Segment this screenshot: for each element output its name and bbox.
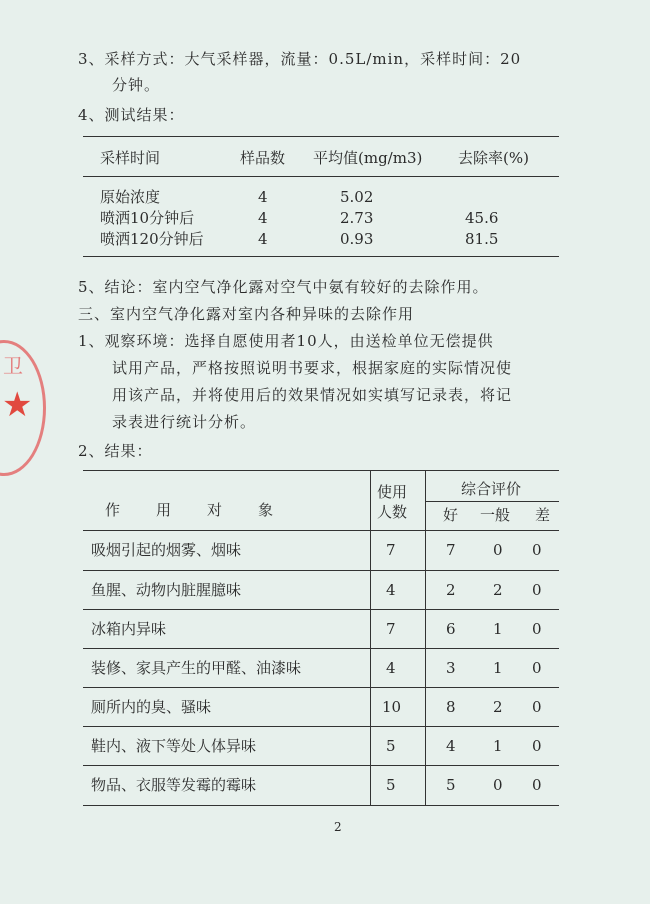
table1-header-avg: 平均值(mg/m3) (313, 149, 423, 167)
observation-line4: 录表进行统计分析。 (112, 413, 257, 431)
table2-header-users-1: 使用 (377, 483, 408, 501)
table2-row6-normal: 1 (493, 737, 503, 755)
table2-col-divider (370, 470, 371, 805)
table2-row-line (83, 609, 559, 610)
part3-heading: 三、室内空气净化露对室内各种异味的去除作用 (78, 305, 415, 323)
sampling-method-line2: 分钟。 (112, 76, 161, 94)
table2-header-eval: 综合评价 (461, 480, 522, 498)
table2-row5-users: 10 (382, 698, 402, 716)
table2-row1-object: 吸烟引起的烟雾、烟味 (91, 541, 242, 559)
table2-row-line (83, 648, 559, 649)
table2-bottom-line (83, 805, 559, 806)
table2-row3-good: 6 (446, 620, 456, 638)
table2-row2-users: 4 (386, 581, 396, 599)
table2-header-line (83, 530, 559, 531)
test-results-heading: 4、测试结果： (78, 106, 185, 124)
table2-row7-good: 5 (446, 776, 456, 794)
table2-row7-users: 5 (386, 776, 396, 794)
table1-row3-avg: 0.93 (340, 230, 374, 248)
table2-row7-object: 物品、衣服等发霉的霉味 (91, 776, 257, 794)
conclusion-text: 5、结论：室内空气净化露对空气中氨有较好的去除作用。 (78, 278, 489, 296)
table1-header-rate: 去除率(%) (458, 149, 529, 167)
page-number: 2 (334, 820, 342, 834)
table2-row1-users: 7 (386, 541, 396, 559)
table2-row7-normal: 0 (493, 776, 503, 794)
table2-row1-good: 7 (446, 541, 456, 559)
table2-row7-bad: 0 (532, 776, 542, 794)
table1-top-rule (83, 136, 559, 137)
table1-row3-time: 喷洒120分钟后 (100, 230, 204, 248)
observation-line1: 1、观察环境：选择自愿使用者10人，由送检单位无偿提供 (78, 332, 494, 350)
table1-row2-avg: 2.73 (340, 209, 374, 227)
table1-header-rule (83, 176, 559, 177)
observation-line3: 用该产品，并将使用后的效果情况如实填写记录表，将记 (112, 386, 513, 404)
table2-row-line (83, 726, 559, 727)
table2-header-normal: 一般 (480, 506, 511, 524)
table2-row-line (83, 765, 559, 766)
table2-row2-good: 2 (446, 581, 456, 599)
table2-col-divider (425, 470, 426, 805)
table1-row1-count: 4 (258, 188, 268, 206)
table1-row2-count: 4 (258, 209, 268, 227)
table1-row2-rate: 45.6 (465, 209, 499, 227)
table2-row2-object: 鱼腥、动物内脏腥臆味 (91, 581, 242, 599)
table2-row4-users: 4 (386, 659, 396, 677)
table2-header-users-2: 人数 (377, 503, 408, 521)
table2-eval-subline (425, 501, 559, 502)
table2-row6-users: 5 (386, 737, 396, 755)
table2-row1-bad: 0 (532, 541, 542, 559)
table2-header-bad: 差 (535, 506, 551, 524)
table2-row5-good: 8 (446, 698, 456, 716)
table1-row2-time: 喷洒10分钟后 (100, 209, 195, 227)
table2-row4-good: 3 (446, 659, 456, 677)
table2-top-line (83, 470, 559, 471)
table2-row6-good: 4 (446, 737, 456, 755)
table2-row3-object: 冰箱内异味 (91, 620, 167, 638)
observation-line2: 试用产品，严格按照说明书要求，根据家庭的实际情况使 (112, 359, 513, 377)
table1-row1-time: 原始浓度 (100, 188, 161, 206)
table2-header-good: 好 (443, 506, 459, 524)
sampling-method-line1: 3、采样方式：大气采样器，流量：0.5L/min，采样时间：20 (78, 50, 522, 68)
table2-header-object: 作 用 对 象 (105, 501, 276, 519)
table2-row4-bad: 0 (532, 659, 542, 677)
table2-row6-object: 鞋内、液下等处人体异味 (91, 737, 257, 755)
table2-row3-bad: 0 (532, 620, 542, 638)
table2-row5-normal: 2 (493, 698, 503, 716)
table1-row1-avg: 5.02 (340, 188, 374, 206)
table2-row1-normal: 0 (493, 541, 503, 559)
table1-row3-rate: 81.5 (465, 230, 499, 248)
stamp-character: 卫 (3, 354, 23, 378)
results-heading: 2、结果： (78, 442, 153, 460)
table1-row3-count: 4 (258, 230, 268, 248)
table2-row-line (83, 570, 559, 571)
table1-header-count: 样品数 (240, 149, 286, 167)
table2-row2-normal: 2 (493, 581, 503, 599)
table1-header-time: 采样时间 (100, 149, 161, 167)
table2-row6-bad: 0 (532, 737, 542, 755)
table2-row4-normal: 1 (493, 659, 503, 677)
table2-row3-users: 7 (386, 620, 396, 638)
table2-row3-normal: 1 (493, 620, 503, 638)
table2-row-line (83, 687, 559, 688)
table2-row4-object: 装修、家具产生的甲醛、油漆味 (91, 659, 302, 677)
odor-removal-table (83, 470, 559, 806)
table1-bottom-rule (83, 256, 559, 257)
table2-row5-object: 厕所内的臭、骚味 (91, 698, 212, 716)
stamp-star-icon: ★ (2, 385, 33, 425)
table2-row5-bad: 0 (532, 698, 542, 716)
table2-row2-bad: 0 (532, 581, 542, 599)
